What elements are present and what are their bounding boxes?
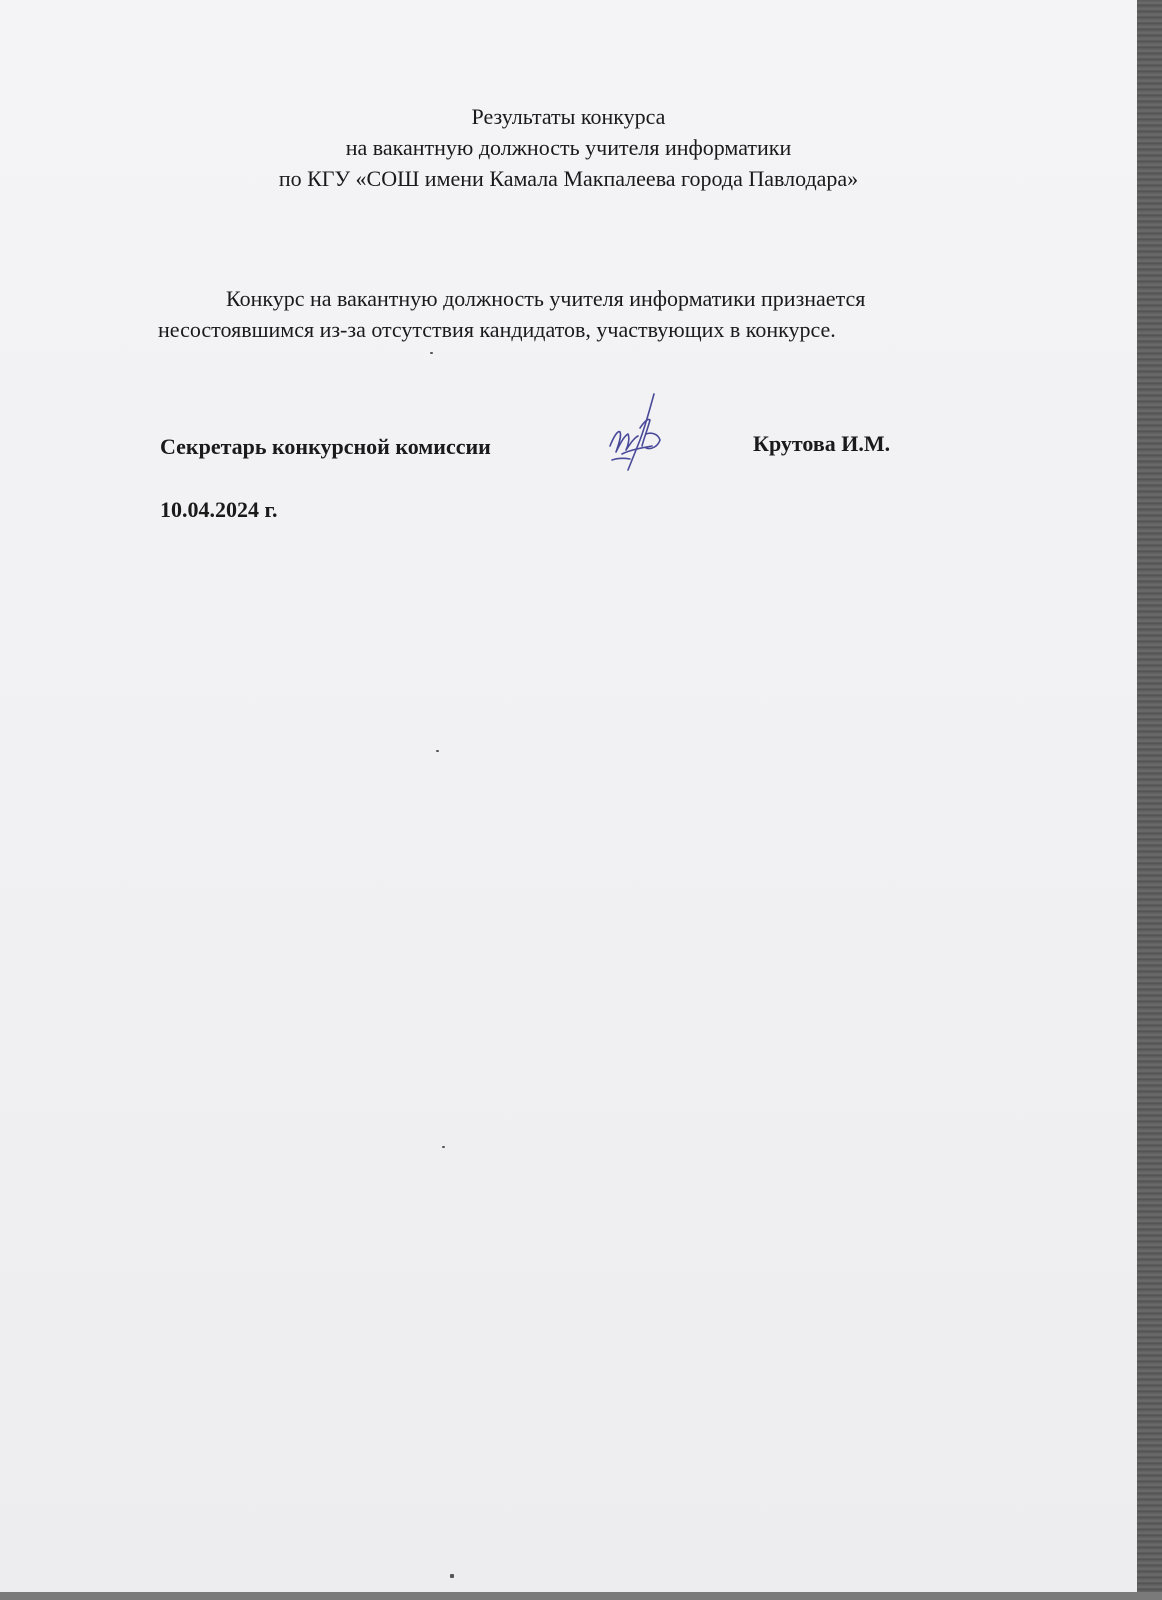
signatory-name: Крутова И.М. (753, 431, 891, 456)
title-line-2: на вакантную должность учителя информатики (345, 135, 792, 160)
document-date: 10.04.2024 г. (160, 497, 278, 522)
scan-speck (430, 352, 433, 354)
scanner-bottom-edge (0, 1592, 1162, 1600)
body-line-1: Конкурс на вакантную должность учителя информатики признается (226, 286, 866, 311)
title-line-3: по КГУ «СОШ имени Камала Макпалеева города Павлодара» (278, 166, 859, 191)
title-line-1: Результаты конкурса (471, 104, 666, 129)
signature-row (160, 431, 960, 474)
body-paragraph (158, 283, 1008, 345)
document-title (0, 101, 1137, 194)
scan-speck (436, 750, 439, 752)
scanner-edge (1137, 0, 1162, 1600)
signatory-role: Секретарь конкурсной комиссии (160, 434, 491, 459)
body-line-2: несостоявшимся из-за отсутствия кандидатов, участвующих в конкурсе. (158, 317, 836, 342)
handwritten-signature (600, 388, 680, 478)
scan-speck (442, 1146, 445, 1148)
scan-speck (450, 1574, 454, 1578)
